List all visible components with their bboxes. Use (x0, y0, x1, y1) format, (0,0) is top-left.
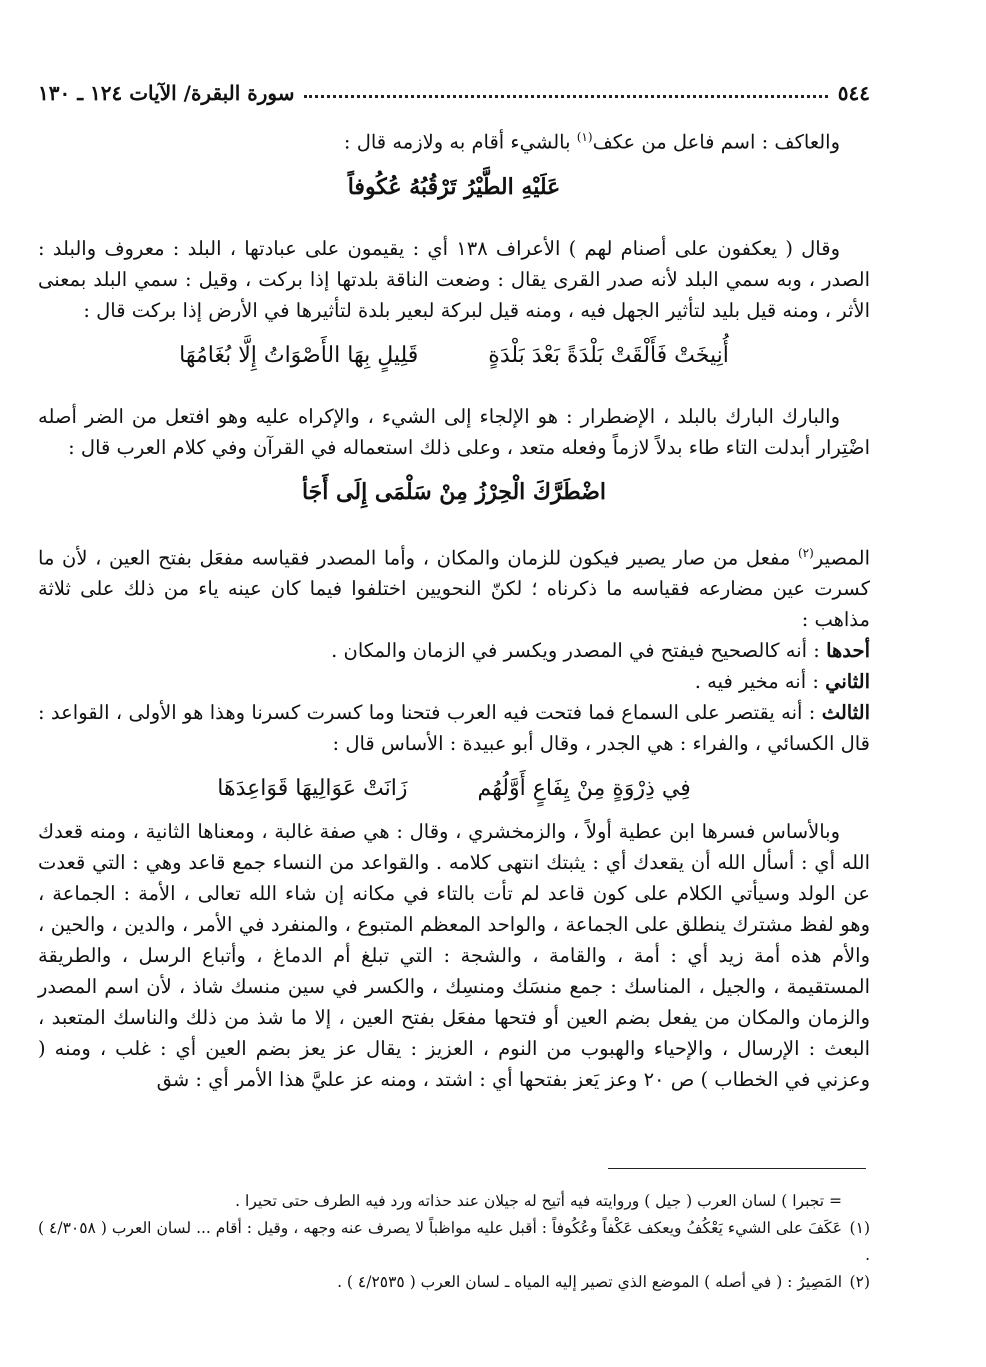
footnotes (38, 1188, 870, 1296)
footnote-ref-1[interactable]: (١) (576, 130, 593, 144)
page-header (38, 78, 870, 108)
list-item-2-text: : أنه مخير فيه . (694, 670, 826, 693)
list-item-1-text: : أنه كالصحيح فيفتح في المصدر ويكسر في الزمان والمكان . (331, 639, 827, 662)
page-number: ٥٤٤ (837, 81, 870, 105)
list-item-1-label: أحدها (826, 639, 870, 662)
header-leader-dots (304, 85, 827, 98)
footnote-continued: = تجبرا ) لسان العرب ( جيل ) وروايته فيه أتيح له جيلان عند حذاته ورد فيه الطرف حتى تحيرا . (235, 1192, 842, 1210)
verse-4-first-hemistich: فِي ذِرْوَةٍ مِنْ يِفَاعٍ أَوَّلُهُم (477, 776, 691, 801)
list-item-3-label: الثالث (821, 701, 870, 724)
verse-1: عَلَيْهِ الطَّيْرُ تَرْقُبُهُ عُكُوفاً (347, 173, 561, 200)
paragraph-4-term: المصير (813, 546, 870, 569)
main-text (38, 122, 870, 1095)
paragraph-1 (38, 122, 870, 158)
list-item-3-text: : أنه يقتصر على السماع فما فتحت فيه العرب فتحنا وما كسرت كسرنا وهذا هو الأولى ، القواعد : قال الكسائي ، والفراء : هي الجدر ، وقال أبو عبيدة : الأساس قال : (38, 701, 870, 755)
verse-2-first-hemistich: أُنِيخَتْ فَأَلْقَتْ بَلْدَةً بَعْدَ بَلْدَةٍ (488, 342, 729, 368)
footnote-2-number: (٢) (849, 1273, 870, 1291)
verse-4-second-hemistich: زَانَتْ عَوَالِيهَا قَوَاعِدَهَا (217, 776, 408, 801)
paragraph-4 (38, 538, 870, 636)
verse-4 (38, 773, 870, 804)
list-item-2 (38, 666, 870, 697)
paragraph-5: وبالأساس فسرها ابن عطية أولاً ، والزمخشري ، وقال : هي صفة غالبة ، ومعناها الثانية ، ومنه قعدك الله أي : أسأل الله أن يقعدك أي : يثبتك انتهى كلامه . والقواعد من النساء جمع قاعد وهي : التي قعدت عن الولد وسيأتي الكلام على كون قاعد لم تأت بالتاء في مكانه إن شاء الله تعالى ، الأمة : الجماعة ، وهو لفظ مشترك ينطلق على الجماعة ، والواحد المعظم المتبوع ، والمنفرد في الأمر ، والدين ، والحين ، والأم هذه أمة زيد أي : أمة ، والقامة ، والشجة : التي تبلغ أم الدماغ ، وأتباع الرسل ، والطريقة المستقيمة ، والجيل ، المناسك : جمع منسَك ومنسِك ، والكسر في سين منسك شاذ ، لأن اسم المصدر والزمان والمكان من يفعل بضم العين أو فتحها مفعَل بفتح العين ، إلا ما شذ من ذلك والناسك المتعبد ، البعث : الإرسال ، والإحياء والهبوب من النوم ، العزيز : يقال عز يعز بضم العين أي : غلب ، ومنه ( وعزني في الخطاب ) ص ٢٠ وعز يَعز بفتحها أي : اشتد ، ومنه عز عليَّ هذا الأمر أي : شق (38, 820, 870, 1091)
list-item-3 (38, 697, 870, 759)
verse-3: اضْطَرَّكَ الْحِرْزُ مِنْ سَلْمَى إِلَى أَجَأ (301, 478, 607, 505)
footnote-1-text: عَكَفَ على الشيء يَعْكُفُ ويعكف عَكْفاً وعُكُوفاً : أقبل عليه مواظباً لا يصرف عنه وجهه ، وقيل : أقام ... لسان العرب ( ٤/٣٠٥٨ ) . (38, 1219, 870, 1264)
footnote-2 (38, 1269, 870, 1296)
list-item-1 (38, 635, 870, 666)
verse-2-second-hemistich: قَلِيلٍ بِهَا الأَصْوَاتُ إِلَّا بُغَامُهَا (179, 342, 419, 368)
footnote-ref-2[interactable]: (٢) (797, 545, 814, 560)
paragraph-2: وقال ( يعكفون على أصنام لهم ) الأعراف ١٣٨ أي : يقيمون على عبادتها ، البلد : معروف والبلد : الصدر ، وبه سمي البلد لأنه صدر القرى يقال : وضعت الناقة بلدتها إذا بركت ، وقيل : سمي البلد بمعنى الأثر ، ومنه قيل بليد لتأثير الجهل فيه ، ومنه قيل لبركة لبعير بلدة لتأثيرها في الأرض إذا بركت قال : (38, 236, 870, 322)
paragraph-4-text: مفعل من صار يصير فيكون للزمان والمكان ، وأما المصدر فقياسه مفعَل بفتح العين ، لأن ما كسرت عين مضارعه فقياسه ما ذكرناه ؛ لكنّ النحويين اختلفوا فيما كان عينه ياء من ذلك على ثلاثة مذاهب : (38, 546, 870, 631)
paragraph-1-text: والعاكف : اسم فاعل من عكف (592, 130, 840, 154)
footnote-separator (608, 1168, 866, 1169)
footnote-2-text: المَصِيرُ : ( في أصله ) الموضع الذي تصير إليه المياه ـ لسان العرب ( ٤/٢٥٣٥ ) . (337, 1273, 842, 1291)
footnote-1-number: (١) (849, 1219, 870, 1237)
verse-2 (38, 340, 870, 371)
running-title: سورة البقرة/ الآيات ١٢٤ ـ ١٣٠ (38, 81, 295, 105)
paragraph-3: والبارك البارك بالبلد ، الإضطرار : هو الإلجاء إلى الشيء ، والإكراه عليه وهو افتعل من الضر أصله اضْتِرار أبدلت التاء طاء بدلاً لازماً وفعله متعد ، وعلى ذلك استعماله في القرآن وفي كلام العرب قال : (38, 404, 870, 459)
footnote-1 (38, 1215, 870, 1269)
list-item-2-label: الثاني (825, 670, 870, 693)
paragraph-1-text-rest: بالشيء أقام به ولازمه قال : (343, 130, 577, 154)
